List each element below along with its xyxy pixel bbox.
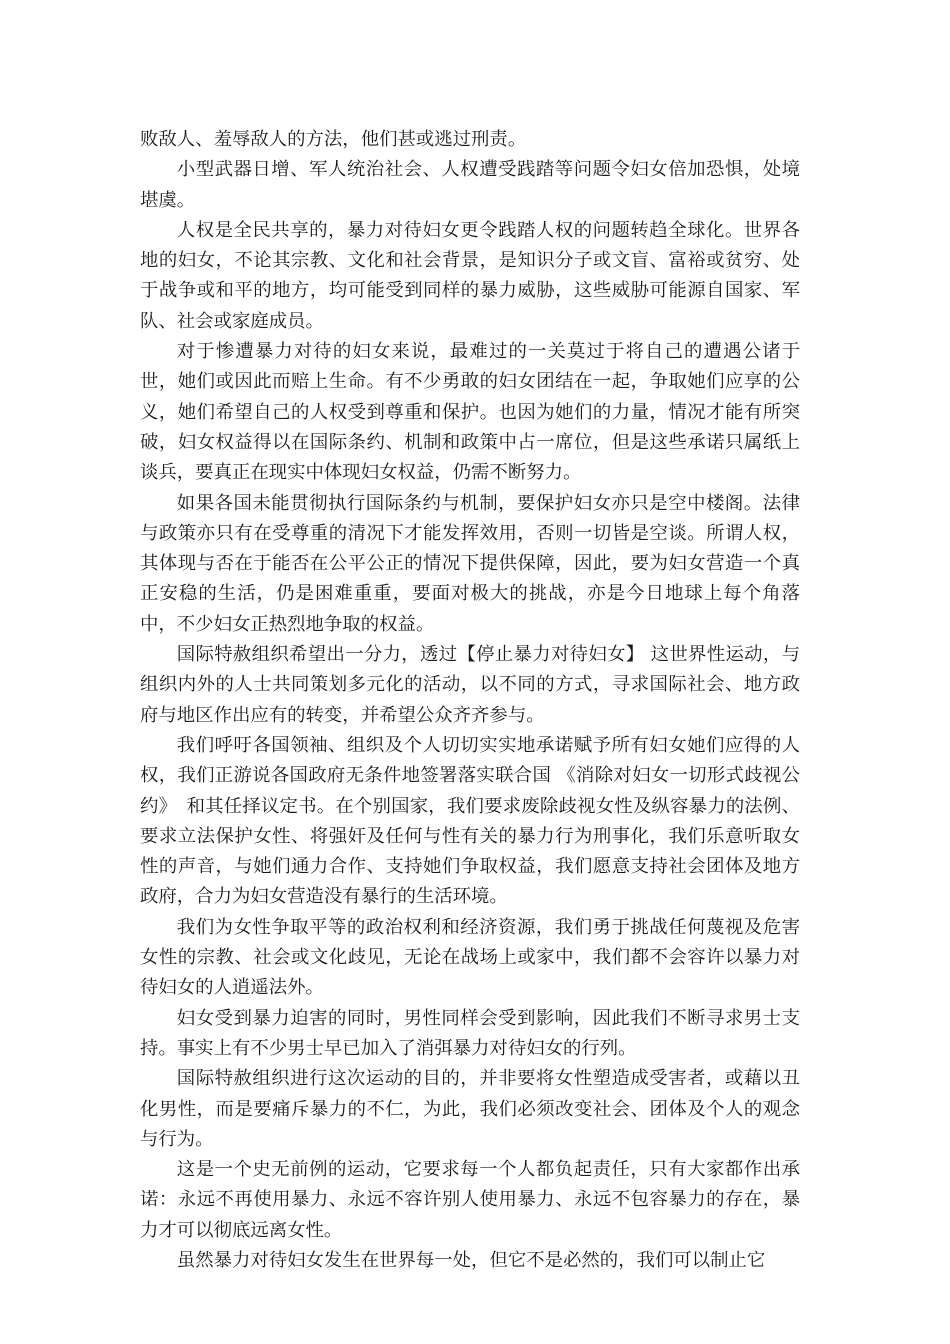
paragraph-1: 败敌人、羞辱敌人的方法，他们甚或逃过刑责。 [140,129,527,150]
paragraph-4: 对于惨遭暴力对待的妇女来说，最难过的一关莫过于将自己的遭遇公诸于世，她们或因此而赔上生命。有不少勇敢的妇女团结在一起，争取她们应享的公义，她们希望自己的人权受到尊重和保护。也因为她们的力量，情况才能有所突破，妇女权益得以在国际条约、机制和政策中占一席位，但是这些承诺只属纸上谈兵，要真正在现实中体现妇女权益，仍需不断努力。 [140,341,800,484]
paragraph-6: 国际特赦组织希望出一分力，透过【停止暴力对待妇女】 这世界性运动，与组织内外的人士共同策划多元化的活动，以不同的方式，寻求国际社会、地方政府与地区作出应有的转变，并希望公众齐齐参与。 [140,644,800,726]
paragraph-9: 妇女受到暴力迫害的同时，男性同样会受到影响，因此我们不断寻求男士支持。事实上有不少男士早已加入了消弭暴力对待妇女的行列。 [140,1007,800,1059]
paragraph-3: 人权是全民共享的，暴力对待妇女更令践踏人权的问题转趋全球化。世界各地的妇女，不论其宗教、文化和社会背景，是知识分子或文盲、富裕或贫穷、处于战争或和平的地方，均可能受到同样的暴力威胁，这些威胁可能源自国家、军队、社会或家庭成员。 [140,219,800,332]
paragraph-8: 我们为女性争取平等的政治权利和经济资源，我们勇于挑战任何蔑视及危害女性的宗教、社会或文化歧见，无论在战场上或家中，我们都不会容许以暴力对待妇女的人逍遥法外。 [140,916,800,999]
document-page [140,125,800,1276]
paragraph-2: 小型武器日增、军人统治社会、人权遭受践踏等问题令妇女倍加恐惧，处境堪虞。 [140,159,800,211]
paragraph-5: 如果各国未能贯彻执行国际条约与机制，要保护妇女亦只是空中楼阁。法律与政策亦只有在受尊重的清况下才能发挥效用，否则一切皆是空谈。所谓人权，其体现与否在于能否在公平公正的情况下提供保障，因此，要为妇女营造一个真正安稳的生活，仍是困难重重，要面对极大的挑战，亦是今日地球上每个角落中，不少妇女正热烈地争取的权益。 [140,492,800,635]
paragraph-10: 国际特赦组织进行这次运动的目的，并非要将女性塑造成受害者，或藉以丑化男性，而是要痛斥暴力的不仁，为此，我们必须改变社会、团体及个人的观念与行为。 [140,1068,800,1150]
paragraph-7: 我们呼吁各国领袖、组织及个人切切实实地承诺赋予所有妇女她们应得的人权，我们正游说各国政府无条件地签署落实联合国 《消除对妇女一切形式歧视公约》 和其任择议定书。在个别国家，我们要求废除歧视女性及纵容暴力的法例、要求立法保护女性、将强奸及任何与性有关的暴力行为刑事化，我们乐意听取女性的声音，与她们通力合作、支持她们争取权益，我们愿意支持社会团体及地方政府，合力为妇女营造没有暴行的生活环境。 [140,734,800,908]
paragraph-12: 虽然暴力对待妇女发生在世界每一处，但它不是必然的，我们可以制止它 [176,1249,766,1271]
paragraph-11: 这是一个史无前例的运动，它要求每一个人都负起责任，只有大家都作出承诺：永远不再使用暴力、永远不容许别人使用暴力、永远不包容暴力的存在，暴力才可以彻底远离女性。 [140,1159,800,1241]
